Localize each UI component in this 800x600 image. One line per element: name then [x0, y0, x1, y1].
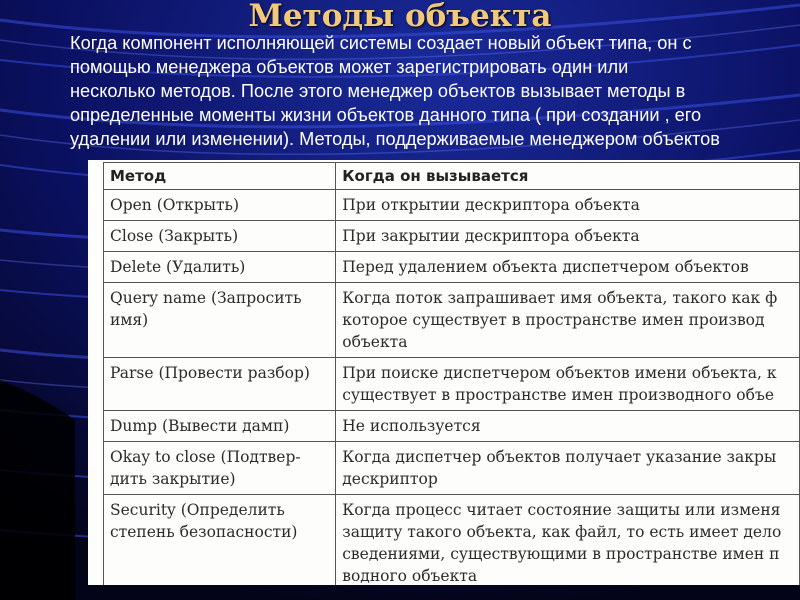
method-cell-line: Query name (Запросить — [110, 289, 302, 307]
method-cell — [104, 283, 336, 358]
when-cell-line: При закрытии дескриптора объекта — [342, 227, 640, 245]
table-header-row — [104, 163, 800, 190]
method-cell-line: Parse (Провести разбор) — [110, 364, 310, 382]
when-cell-line: сведениями, существующими в пространстве имен п — [342, 545, 780, 563]
method-cell-line: имя) — [110, 311, 149, 329]
method-cell-line: Close (Закрыть) — [110, 227, 239, 245]
when-cell — [336, 221, 800, 252]
table-row — [104, 221, 800, 252]
when-cell — [336, 442, 800, 495]
table-row — [104, 283, 800, 358]
body-line: несколько методов. После этого менеджер объектов вызывает методы в — [70, 81, 686, 101]
when-cell-line: Когда диспетчер объектов получает указание закры — [342, 448, 777, 466]
when-cell-line: дескриптор — [342, 470, 438, 488]
table-row — [104, 252, 800, 283]
when-cell — [336, 252, 800, 283]
methods-table-body — [104, 190, 800, 586]
method-cell — [104, 190, 336, 221]
column-header-method: Метод — [104, 163, 336, 190]
when-cell-line: Когда поток запрашивает имя объекта, такого как ф — [342, 289, 778, 307]
method-cell-line: дить закрытие) — [110, 470, 236, 488]
when-cell-line: защиту такого объекта, как файл, то есть имеет дело — [342, 523, 782, 541]
method-cell — [104, 442, 336, 495]
table-row — [104, 442, 800, 495]
table-row — [104, 495, 800, 586]
when-cell — [336, 495, 800, 586]
when-cell-line: При открытии дескриптора объекта — [342, 196, 640, 214]
when-cell-line: объекта — [342, 333, 408, 351]
when-cell-line: Не используется — [342, 417, 481, 435]
when-cell-line: Когда процесс читает состояние защиты или изменя — [342, 501, 781, 519]
slide-body-text — [70, 31, 800, 151]
method-cell — [104, 252, 336, 283]
method-cell — [104, 411, 336, 442]
when-cell — [336, 283, 800, 358]
slide-title: Методы объекта — [248, 0, 552, 34]
methods-table-card — [88, 160, 800, 585]
body-line: удалении или изменении). Методы, поддерживаемые менеджером объектов — [70, 129, 720, 149]
method-cell-line: Okay to close (Подтвер- — [110, 448, 301, 466]
table-row — [104, 411, 800, 442]
method-cell-line: Dump (Вывести дамп) — [110, 417, 290, 435]
when-cell — [336, 358, 800, 411]
methods-table — [103, 162, 800, 585]
when-cell — [336, 190, 800, 221]
when-cell-line: которое существует в пространстве имен производ — [342, 311, 765, 329]
when-cell-line: Перед удалением объекта диспетчером объектов — [342, 258, 749, 276]
body-line: помощью менеджера объектов может зарегистрировать один или — [70, 57, 629, 77]
table-row — [104, 358, 800, 411]
body-line: определенные моменты жизни объектов данного типа ( при создании , его — [70, 105, 702, 125]
method-cell — [104, 221, 336, 252]
table-row — [104, 190, 800, 221]
method-cell-line: Security (Определить — [110, 501, 285, 519]
method-cell — [104, 358, 336, 411]
when-cell-line: водного объекта — [342, 567, 478, 585]
method-cell-line: степень безопасности) — [110, 523, 298, 541]
when-cell-line: При поиске диспетчером объектов имени объекта, к — [342, 364, 777, 382]
column-header-when: Когда он вызывается — [336, 163, 800, 190]
when-cell — [336, 411, 800, 442]
method-cell-line: Delete (Удалить) — [110, 258, 246, 276]
method-cell — [104, 495, 336, 586]
method-cell-line: Open (Открыть) — [110, 196, 240, 214]
body-line: Когда компонент исполняющей системы создает новый объект типа, он с — [70, 33, 692, 53]
when-cell-line: существует в пространстве имен производного объе — [342, 386, 775, 404]
